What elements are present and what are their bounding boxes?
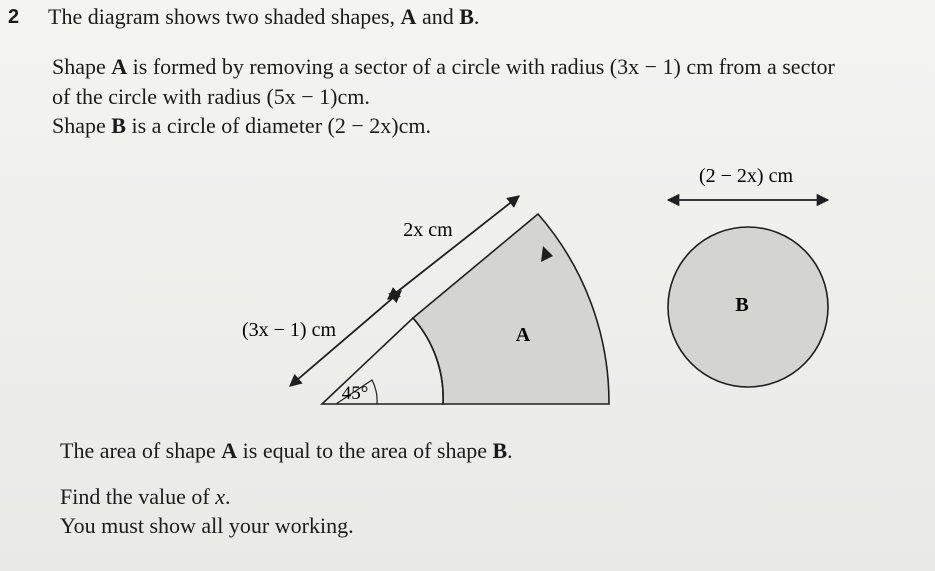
intro-end: . [473,4,480,29]
text: is formed by removing a sector of a circle with radius [127,54,610,79]
text: of the circle with radius [52,84,267,109]
text: Shape [52,113,112,138]
question-number: 2 [8,6,20,28]
shape-a-ref: A [111,54,128,79]
text: Find the value of [60,484,216,509]
shape-b-ref: B [459,4,474,29]
text: cm. [337,84,370,109]
text: cm from a sector [686,54,835,79]
area-statement [60,438,513,464]
diameter-expression: (2 − 2x) [327,113,399,138]
outer-radius-expression: (5x − 1) [266,84,338,109]
shape-a-ref: A [400,4,417,29]
shape-b-ref: B [492,438,508,463]
instruction-line: You must show all your working. [60,513,354,538]
shape-a-region [413,214,609,404]
shape-a-label: A [515,324,531,346]
angle-label: 45° [341,383,369,404]
text: cm. [398,113,431,138]
variable-x: x [215,484,225,509]
intro-and: and [416,4,460,29]
text: Shape [52,54,112,79]
intro-text: The diagram shows two shaded shapes, [48,4,401,29]
text: is a circle of diameter [125,113,328,138]
inner-length-label: (3x − 1) cm [241,319,337,341]
shape-a-ref: A [221,438,238,463]
text: is equal to the area of shape [237,438,493,463]
text: . [224,484,231,509]
text: . [507,438,513,463]
inner-radius-expression: (3x − 1) [609,54,681,79]
shape-b-ref: B [111,113,126,138]
shape-b-label: B [735,294,749,316]
task-line [60,484,230,510]
diameter-label: (2 − 2x) cm [698,165,794,187]
outer-length-label: 2x cm [403,219,453,241]
text: The area of shape [60,438,222,463]
